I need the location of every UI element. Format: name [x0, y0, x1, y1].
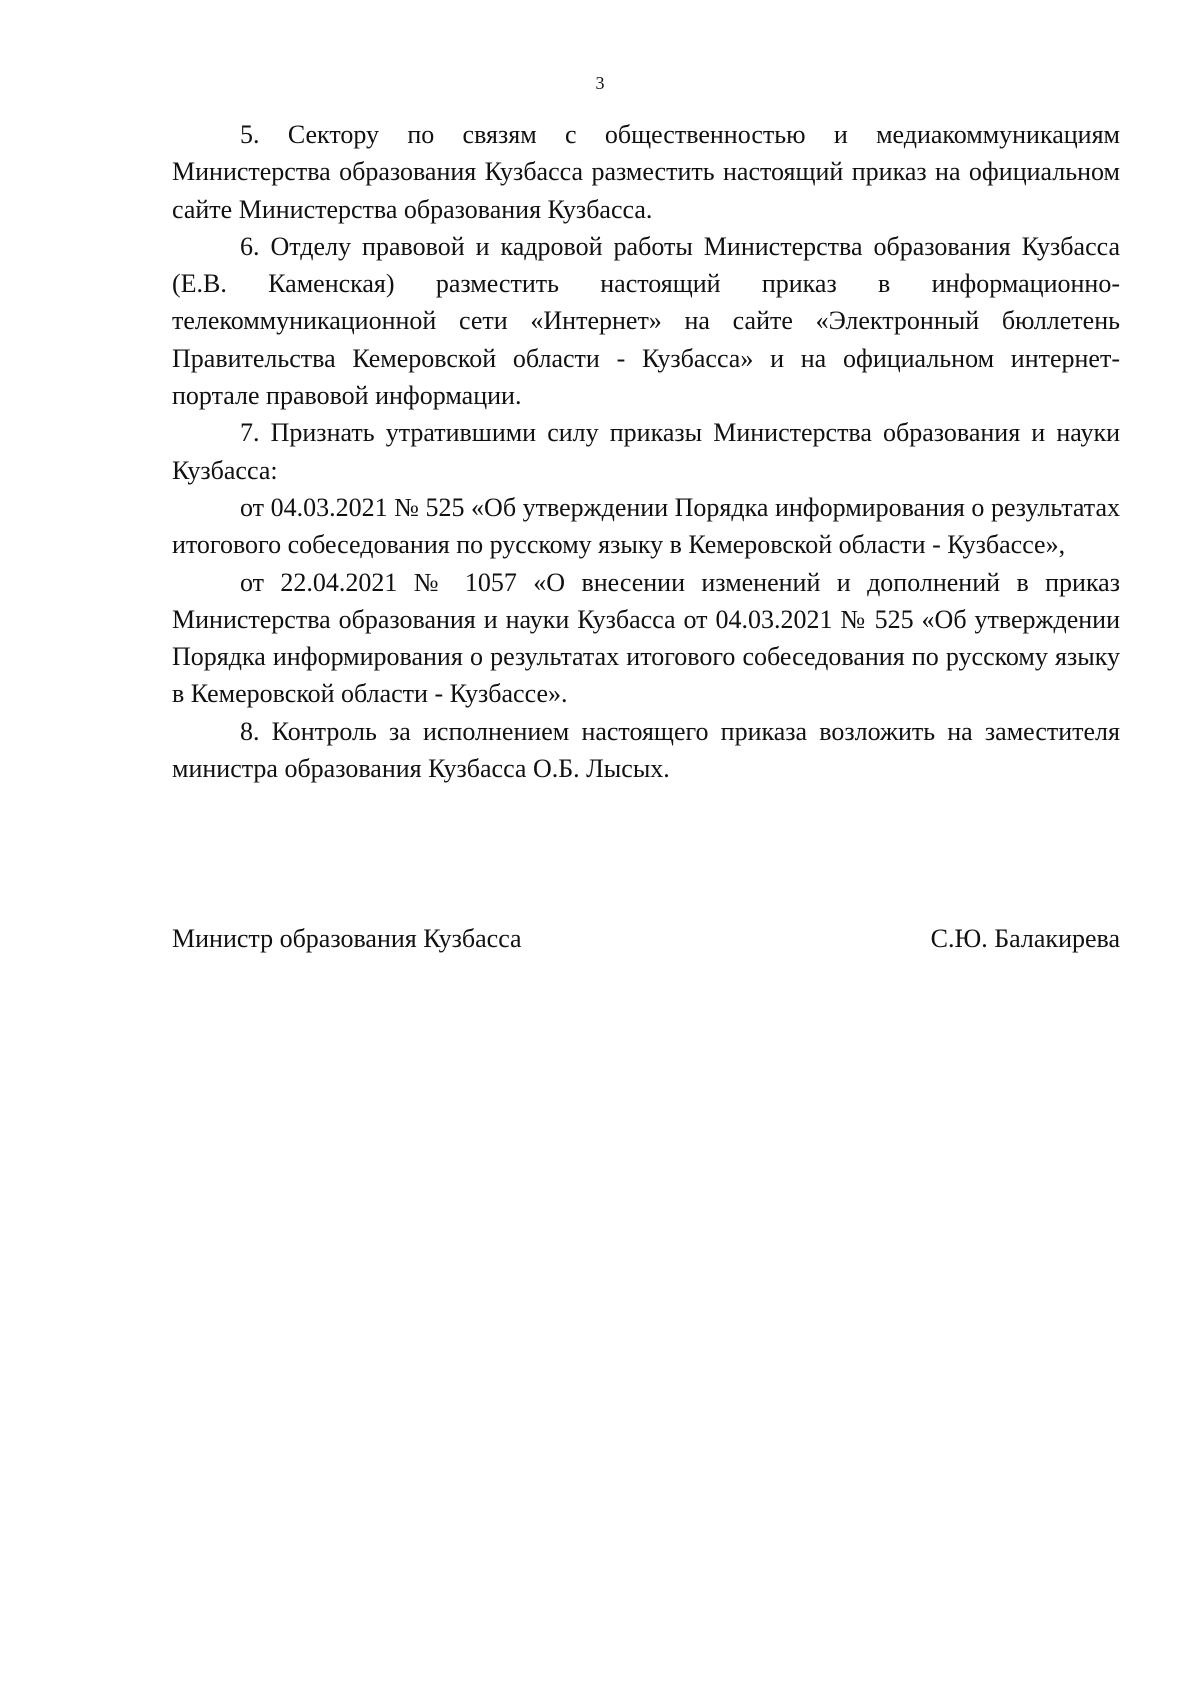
paragraph-7-item-2: от 22.04.2021 № 1057 «О внесении изменений и дополнений в приказ Министерства образования и науки Кузбасса от 04.03.2021 № 525 «Об утверждении Порядка информирования о результатах итогового собеседования по русскому языку в Кемеровской области - Кузбассе». [172, 567, 1120, 709]
signatory-position: Министр образования Кузбасса [172, 924, 522, 953]
signatory-name: С.Ю. Балакирева [930, 924, 1120, 953]
page-number: 3 [595, 73, 605, 93]
paragraph-7: 7. Признать утратившими силу приказы Министерства образования и науки Кузбасса: [172, 418, 1120, 485]
paragraph-7-item-1: от 04.03.2021 № 525 «Об утверждении Порядка информирования о результатах итогового собеседования по русскому языку в Кемеровской области - Кузбассе», [172, 492, 1120, 560]
paragraph-5: 5. Сектору по связям с общественностью и медиакоммуникациям Министерства образования Кузбасса разместить настоящий приказ на официальном сайте Министерства образования Кузбасса. [172, 120, 1120, 224]
paragraph-8: 8. Контроль за исполнением настоящего приказа возложить на заместителя министра образования Кузбасса О.Б. Лысых. [172, 716, 1120, 784]
document-body [172, 116, 1120, 787]
paragraph-6: 6. Отделу правовой и кадровой работы Министерства образования Кузбасса (Е.В. Каменская) разместить настоящий приказ в информационно-телекоммуникационной сети «Интернет» на сайте «Электронный бюллетень Правительства Кемеровской области - Кузбасса» и на официальном интернет-портале правовой информации. [172, 231, 1120, 411]
signature-block [172, 920, 1120, 957]
